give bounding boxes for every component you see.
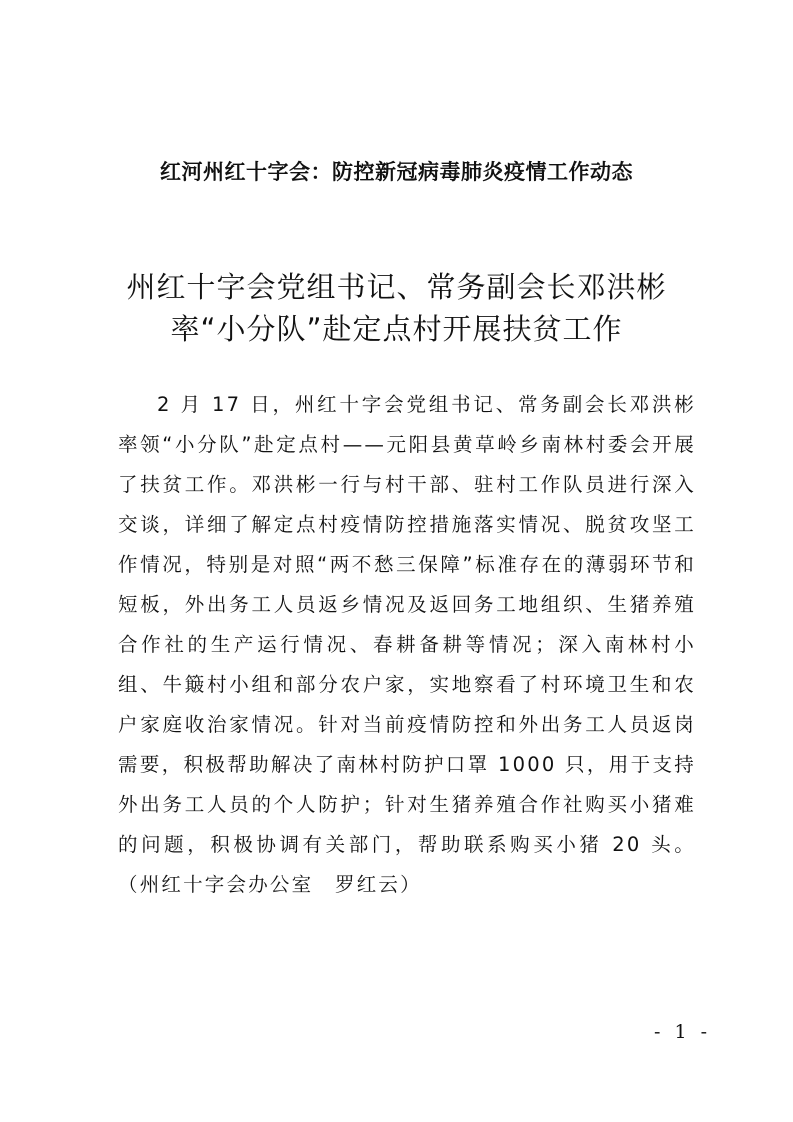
document-header-title: 红河州红十字会：防控新冠病毒肺炎疫情工作动态 <box>160 159 633 184</box>
page-number: - 1 - <box>654 1021 712 1043</box>
article-title-line-2: 率“小分队”赴定点村开展扶贫工作 <box>170 312 623 346</box>
article-title-line-1: 州红十字会党组书记、常务副会长邓洪彬 <box>126 270 667 304</box>
article-body-paragraph: 2 月 17 日，州红十字会党组书记、常务副会长邓洪彬率领“小分队”赴定点村——元阳县黄草岭乡南林村委会开展了扶贫工作。邓洪彬一行与村干部、驻村工作队员进行深入交谈，详细了解定点村疫情防控措施落实情况、脱贫攻坚工作情况，特别是对照“两不愁三保障”标准存在的薄弱环节和短板，外出务工人员返乡情况及返回务工地组织、生猪养殖合作社的生产运行情况、春耕备耕等情况；深入南林村小组、牛簸村小组和部分农户家，实地察看了村环境卫生和农户家庭收治家情况。针对当前疫情防控和外出务工人员返岗需要，积极帮助解决了南林村防护口罩 1000 只，用于支持外出务工人员的个人防护；针对生猪养殖合作社购买小猪难的问题，积极协调有关部门，帮助联系购买小猪 20 头。（州红十字会办公室 罗红云） <box>118 393 696 896</box>
article-title <box>0 266 793 350</box>
